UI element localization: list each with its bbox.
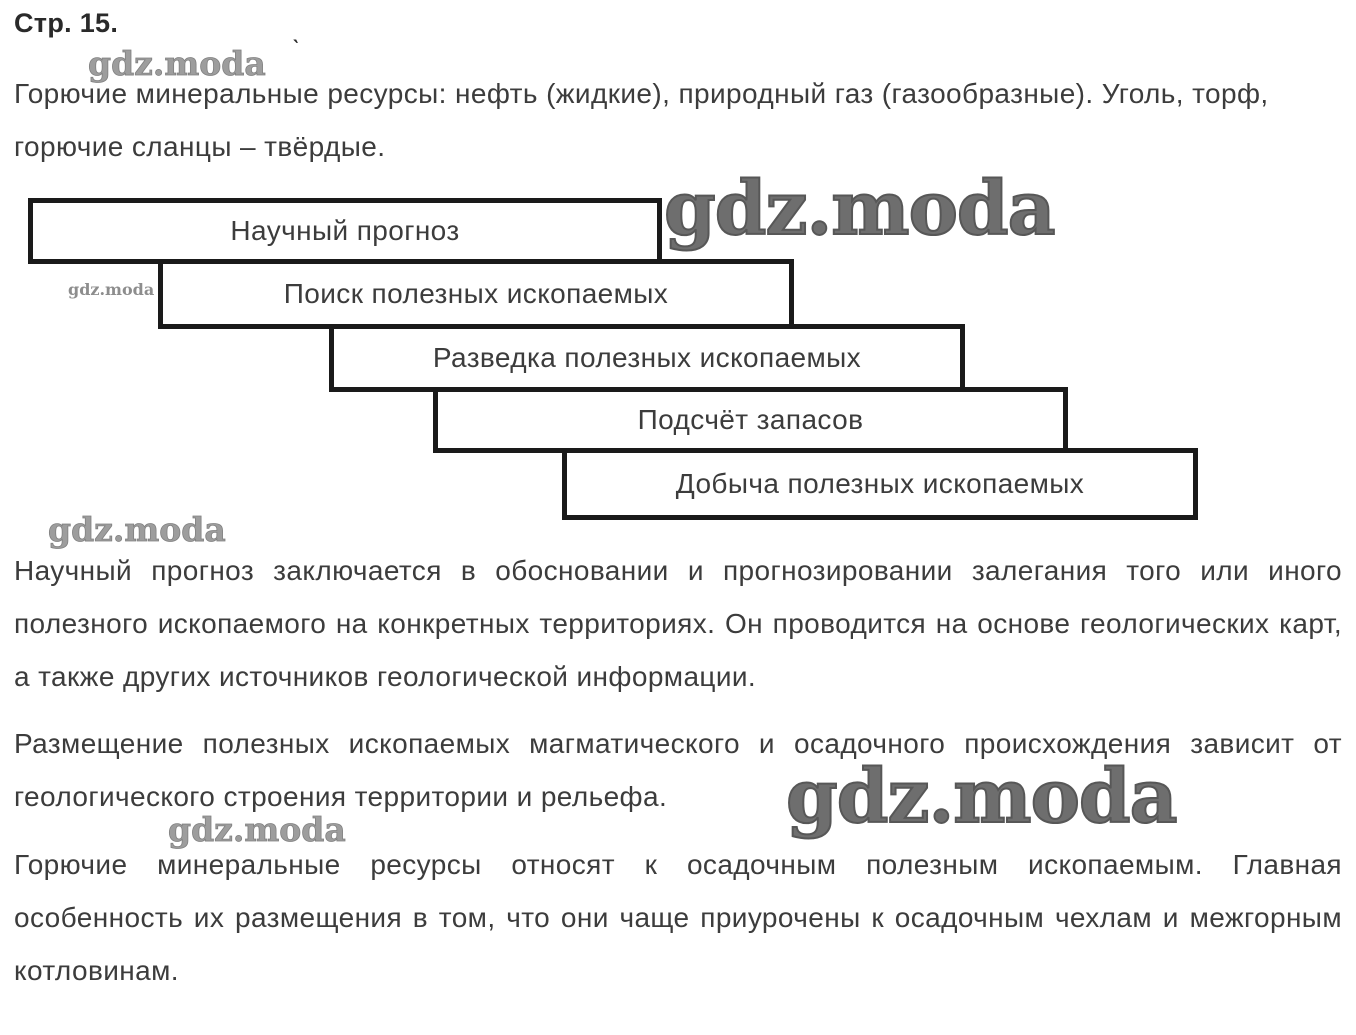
watermark: gdz.moda bbox=[68, 280, 155, 299]
stage-scientific-forecast: Научный прогноз bbox=[28, 198, 662, 264]
watermark: gdz.moda bbox=[88, 44, 266, 83]
stage-reserve-estimation: Подсчёт запасов bbox=[433, 387, 1068, 453]
watermark: gdz.moda bbox=[48, 510, 226, 549]
intro-paragraph: Горючие минеральные ресурсы: нефть (жидкие), природный газ (газообразные). Уголь, торф, горючие сланцы – твёрдые. bbox=[14, 78, 1269, 162]
watermark: gdz.moda bbox=[786, 754, 1177, 840]
page-number: Стр. 15. bbox=[14, 8, 119, 38]
placement-paragraph: Размещение полезных ископаемых магматического и осадочного происхождения зависит от геологического строения территории и рельефа. bbox=[14, 728, 1342, 812]
stage-exploration: Разведка полезных ископаемых bbox=[329, 324, 965, 392]
stage-search: Поиск полезных ископаемых bbox=[158, 259, 794, 329]
forecast-paragraph: Научный прогноз заключается в обосновании и прогнозировании залегания того или иного полезного ископаемого на конкретных территориях. Он проводится на основе геологических карт, а также других источников геологической информации. bbox=[14, 555, 1342, 692]
watermark: gdz.moda bbox=[168, 810, 346, 849]
stage-extraction: Добыча полезных ископаемых bbox=[562, 448, 1198, 520]
watermark: gdz.moda bbox=[664, 166, 1055, 252]
stray-mark: ˎ bbox=[292, 14, 301, 44]
fuel-resources-paragraph: Горючие минеральные ресурсы относят к осадочным полезным ископаемым. Главная особенность их размещения в том, что они чаще приурочены к осадочным чехлам и межгорным котловинам. bbox=[14, 849, 1342, 986]
